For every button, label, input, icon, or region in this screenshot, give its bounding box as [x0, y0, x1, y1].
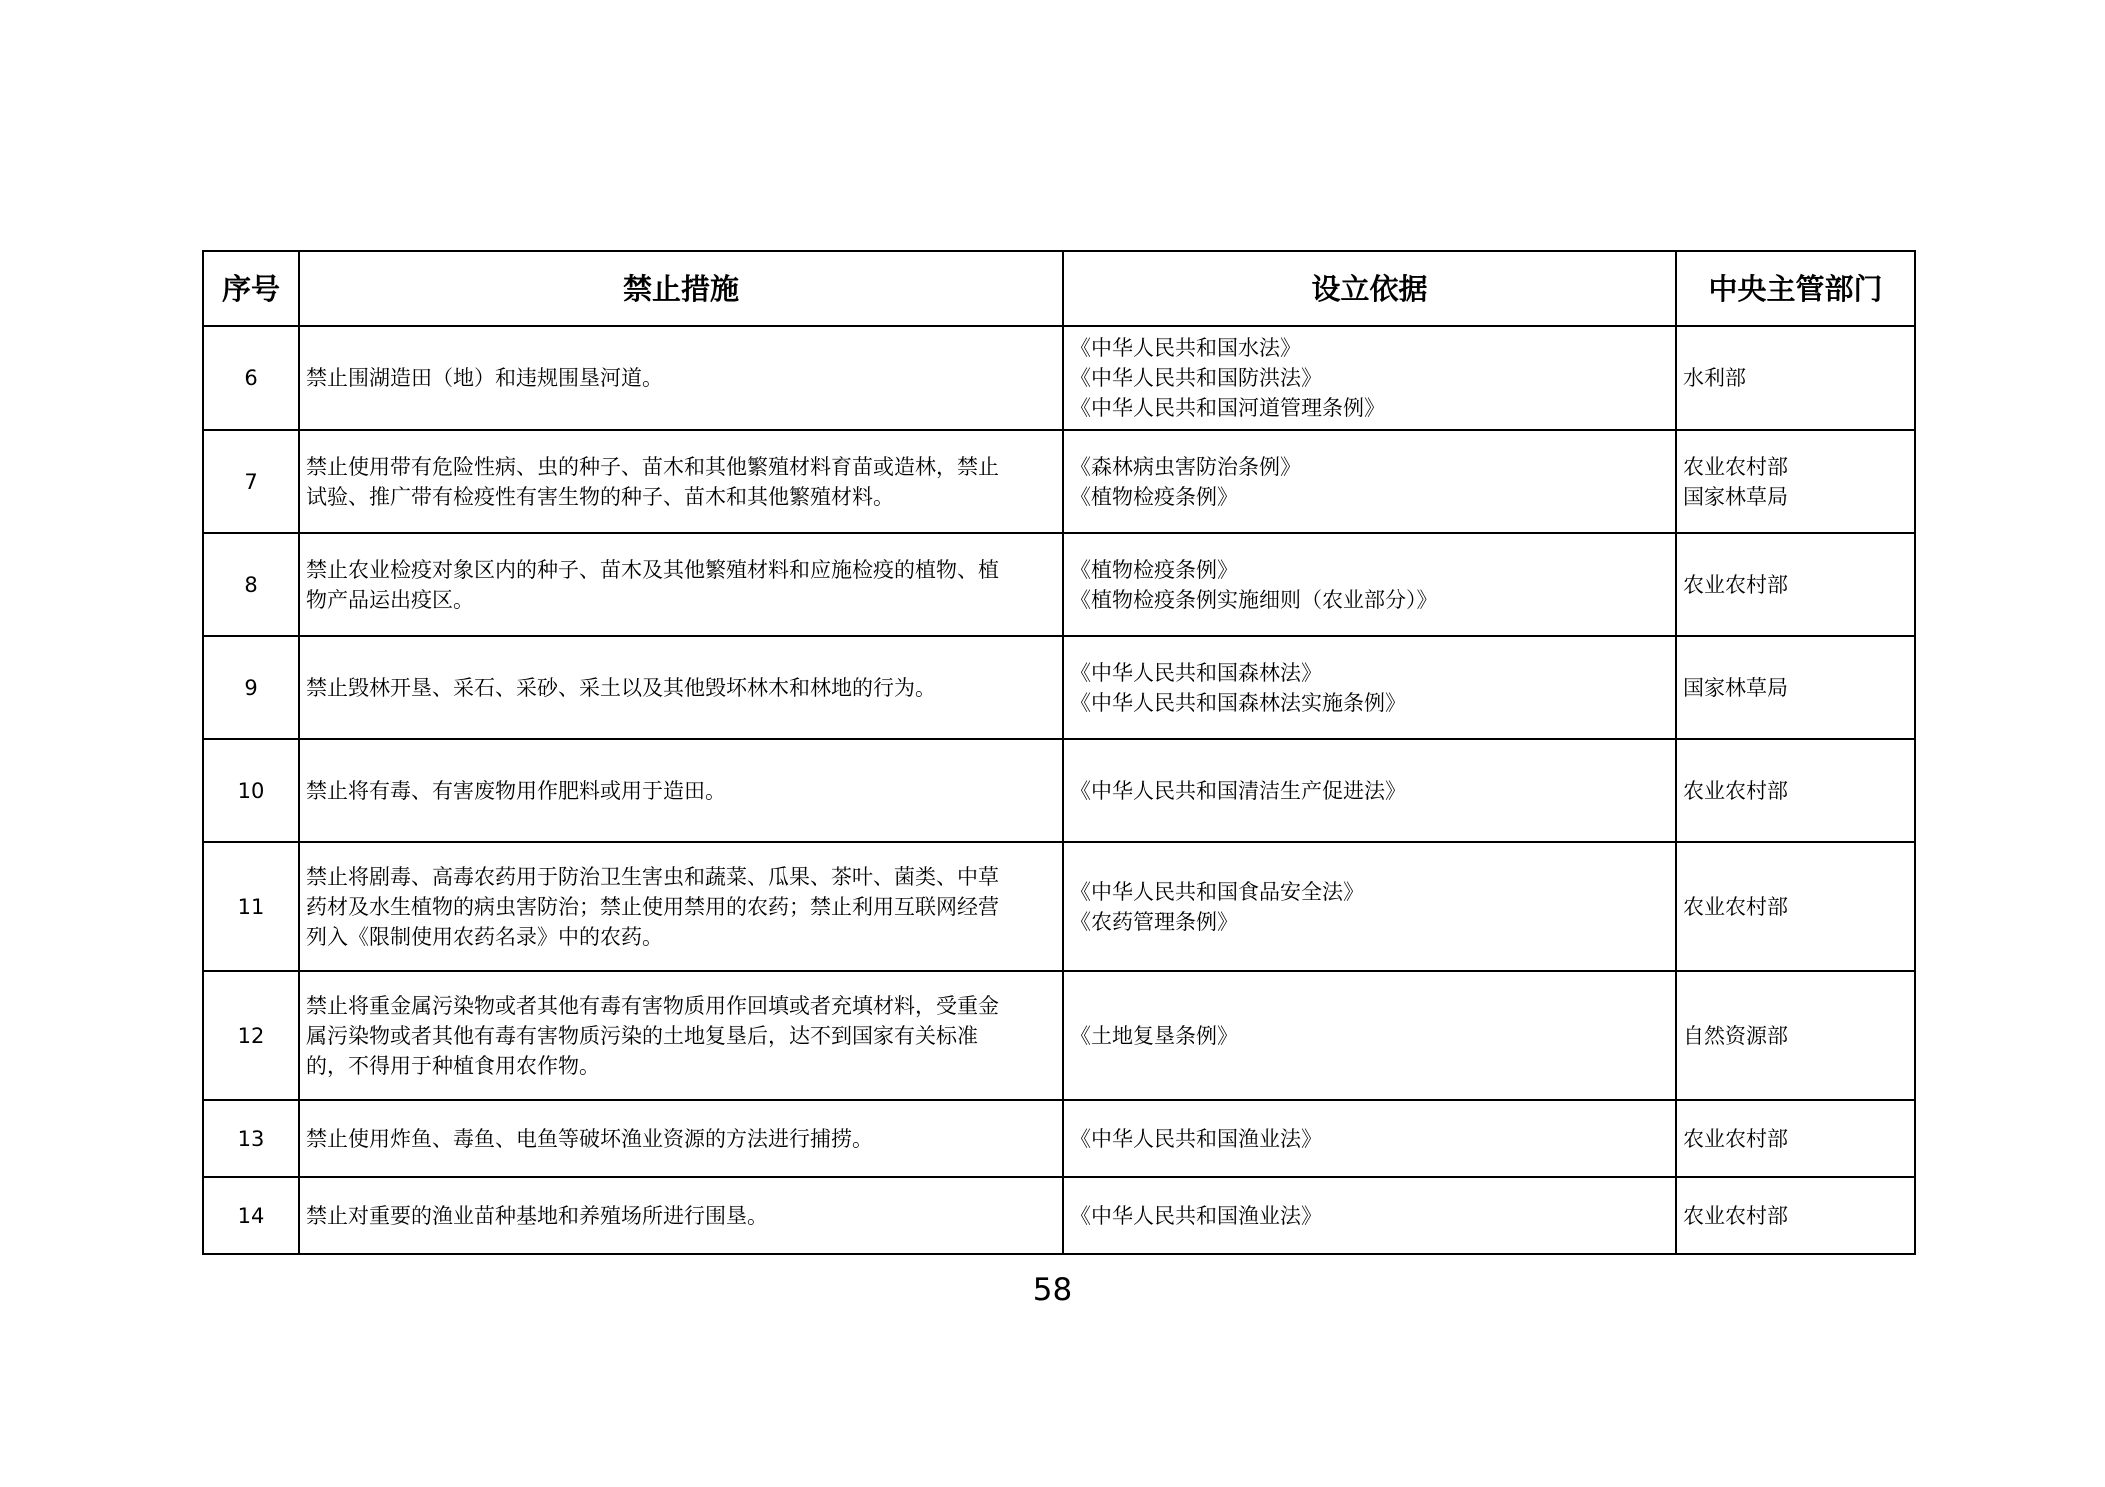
row-seq: 13: [203, 1100, 299, 1177]
table-header-row: [203, 251, 1915, 326]
row-measure: [299, 430, 1063, 533]
row-measure: [299, 636, 1063, 739]
table-row: [203, 971, 1915, 1100]
row-measure: [299, 971, 1063, 1100]
row-measure: [299, 1177, 1063, 1254]
row-basis: [1063, 1100, 1676, 1177]
row-measure-line: 列入《限制使用农药名录》中的农药。: [306, 924, 663, 949]
row-basis-line: 《中华人民共和国防洪法》: [1070, 366, 1322, 390]
row-department-line: 国家林草局: [1683, 484, 1788, 509]
row-department: [1676, 636, 1915, 739]
row-basis-line: 《中华人民共和国森林法》: [1070, 660, 1322, 685]
row-basis-line: 《中华人民共和国渔业法》: [1070, 1126, 1322, 1151]
row-measure-line: 禁止将重金属污染物或者其他有毒有害物质用作回填或者充填材料，受重金: [306, 993, 999, 1018]
row-department-line: 农业农村部: [1683, 894, 1788, 919]
row-basis: [1063, 326, 1676, 430]
row-seq: 11: [203, 842, 299, 971]
row-seq: 9: [203, 636, 299, 739]
row-department-line: 农业农村部: [1683, 572, 1788, 597]
header-basis: 设立依据: [1063, 251, 1676, 326]
table-row: [203, 326, 1915, 430]
row-seq: 10: [203, 739, 299, 842]
table-row: [203, 430, 1915, 533]
row-department: [1676, 971, 1915, 1100]
row-basis: [1063, 533, 1676, 636]
page-number: 58: [1032, 1272, 1073, 1308]
row-basis-line: 《土地复垦条例》: [1070, 1023, 1238, 1048]
table-row: [203, 1177, 1915, 1254]
row-measure: [299, 533, 1063, 636]
row-department-line: 农业农村部: [1683, 454, 1788, 479]
row-basis: [1063, 636, 1676, 739]
row-basis-line: 《中华人民共和国河道管理条例》: [1070, 396, 1385, 420]
row-department-line: 自然资源部: [1683, 1023, 1788, 1048]
row-basis-line: 《中华人民共和国清洁生产促进法》: [1070, 778, 1406, 803]
row-measure-line: 禁止使用带有危险性病、虫的种子、苗木和其他繁殖材料育苗或造林，禁止: [306, 454, 999, 479]
row-measure: [299, 326, 1063, 430]
row-department: [1676, 430, 1915, 533]
header-measure: 禁止措施: [299, 251, 1063, 326]
row-department: [1676, 1177, 1915, 1254]
row-measure-line: 禁止将剧毒、高毒农药用于防治卫生害虫和蔬菜、瓜果、茶叶、菌类、中草: [306, 864, 999, 889]
row-basis-line: 《植物检疫条例实施细则（农业部分）》: [1070, 587, 1438, 612]
table-row: [203, 842, 1915, 971]
row-measure: [299, 1100, 1063, 1177]
row-basis-line: 《植物检疫条例》: [1070, 484, 1238, 509]
row-basis-line: 《植物检疫条例》: [1070, 557, 1238, 582]
row-department-line: 国家林草局: [1683, 675, 1788, 700]
header-department: 中央主管部门: [1676, 251, 1915, 326]
row-measure-line: 物产品运出疫区。: [306, 587, 474, 612]
row-measure-line: 试验、推广带有检疫性有害生物的种子、苗木和其他繁殖材料。: [306, 484, 894, 509]
row-department: [1676, 533, 1915, 636]
row-seq: 7: [203, 430, 299, 533]
row-basis: [1063, 739, 1676, 842]
row-basis: [1063, 430, 1676, 533]
row-measure-line: 禁止农业检疫对象区内的种子、苗木及其他繁殖材料和应施检疫的植物、植: [306, 557, 999, 582]
row-department: [1676, 739, 1915, 842]
row-basis-line: 《中华人民共和国森林法实施条例》: [1070, 690, 1406, 715]
row-seq: 6: [203, 326, 299, 430]
row-measure-line: 禁止使用炸鱼、毒鱼、电鱼等破坏渔业资源的方法进行捕捞。: [306, 1126, 873, 1151]
table-row: [203, 1100, 1915, 1177]
row-seq: 14: [203, 1177, 299, 1254]
row-department: [1676, 842, 1915, 971]
row-seq: 8: [203, 533, 299, 636]
row-measure-line: 禁止将有毒、有害废物用作肥料或用于造田。: [306, 778, 726, 803]
row-measure-line: 药材及水生植物的病虫害防治；禁止使用禁用的农药；禁止利用互联网经营: [306, 894, 999, 919]
row-department-line: 农业农村部: [1683, 1126, 1788, 1151]
table-row: [203, 533, 1915, 636]
row-department-line: 水利部: [1683, 366, 1746, 390]
row-measure-line: 禁止围湖造田（地）和违规围垦河道。: [306, 366, 663, 390]
row-department: [1676, 326, 1915, 430]
prohibition-table: [202, 250, 1916, 1255]
prohibition-table-container: [202, 250, 1914, 1255]
row-measure: [299, 739, 1063, 842]
row-measure-line: 的，不得用于种植食用农作物。: [306, 1053, 600, 1078]
table-row: [203, 739, 1915, 842]
row-basis: [1063, 971, 1676, 1100]
row-basis-line: 《中华人民共和国食品安全法》: [1070, 879, 1364, 904]
row-department-line: 农业农村部: [1683, 1203, 1788, 1228]
row-measure: [299, 842, 1063, 971]
row-seq: 12: [203, 971, 299, 1100]
row-basis-line: 《中华人民共和国水法》: [1070, 336, 1301, 360]
row-measure-line: 禁止毁林开垦、采石、采砂、采土以及其他毁坏林木和林地的行为。: [306, 675, 936, 700]
row-department: [1676, 1100, 1915, 1177]
row-basis: [1063, 842, 1676, 971]
row-basis-line: 《中华人民共和国渔业法》: [1070, 1203, 1322, 1228]
row-basis-line: 《农药管理条例》: [1070, 909, 1238, 934]
row-measure-line: 禁止对重要的渔业苗种基地和养殖场所进行围垦。: [306, 1203, 768, 1228]
table-body: [203, 326, 1915, 1254]
header-seq: 序号: [203, 251, 299, 326]
table-row: [203, 636, 1915, 739]
row-department-line: 农业农村部: [1683, 778, 1788, 803]
row-basis: [1063, 1177, 1676, 1254]
row-measure-line: 属污染物或者其他有毒有害物质污染的土地复垦后，达不到国家有关标准: [306, 1023, 978, 1048]
row-basis-line: 《森林病虫害防治条例》: [1070, 454, 1301, 479]
